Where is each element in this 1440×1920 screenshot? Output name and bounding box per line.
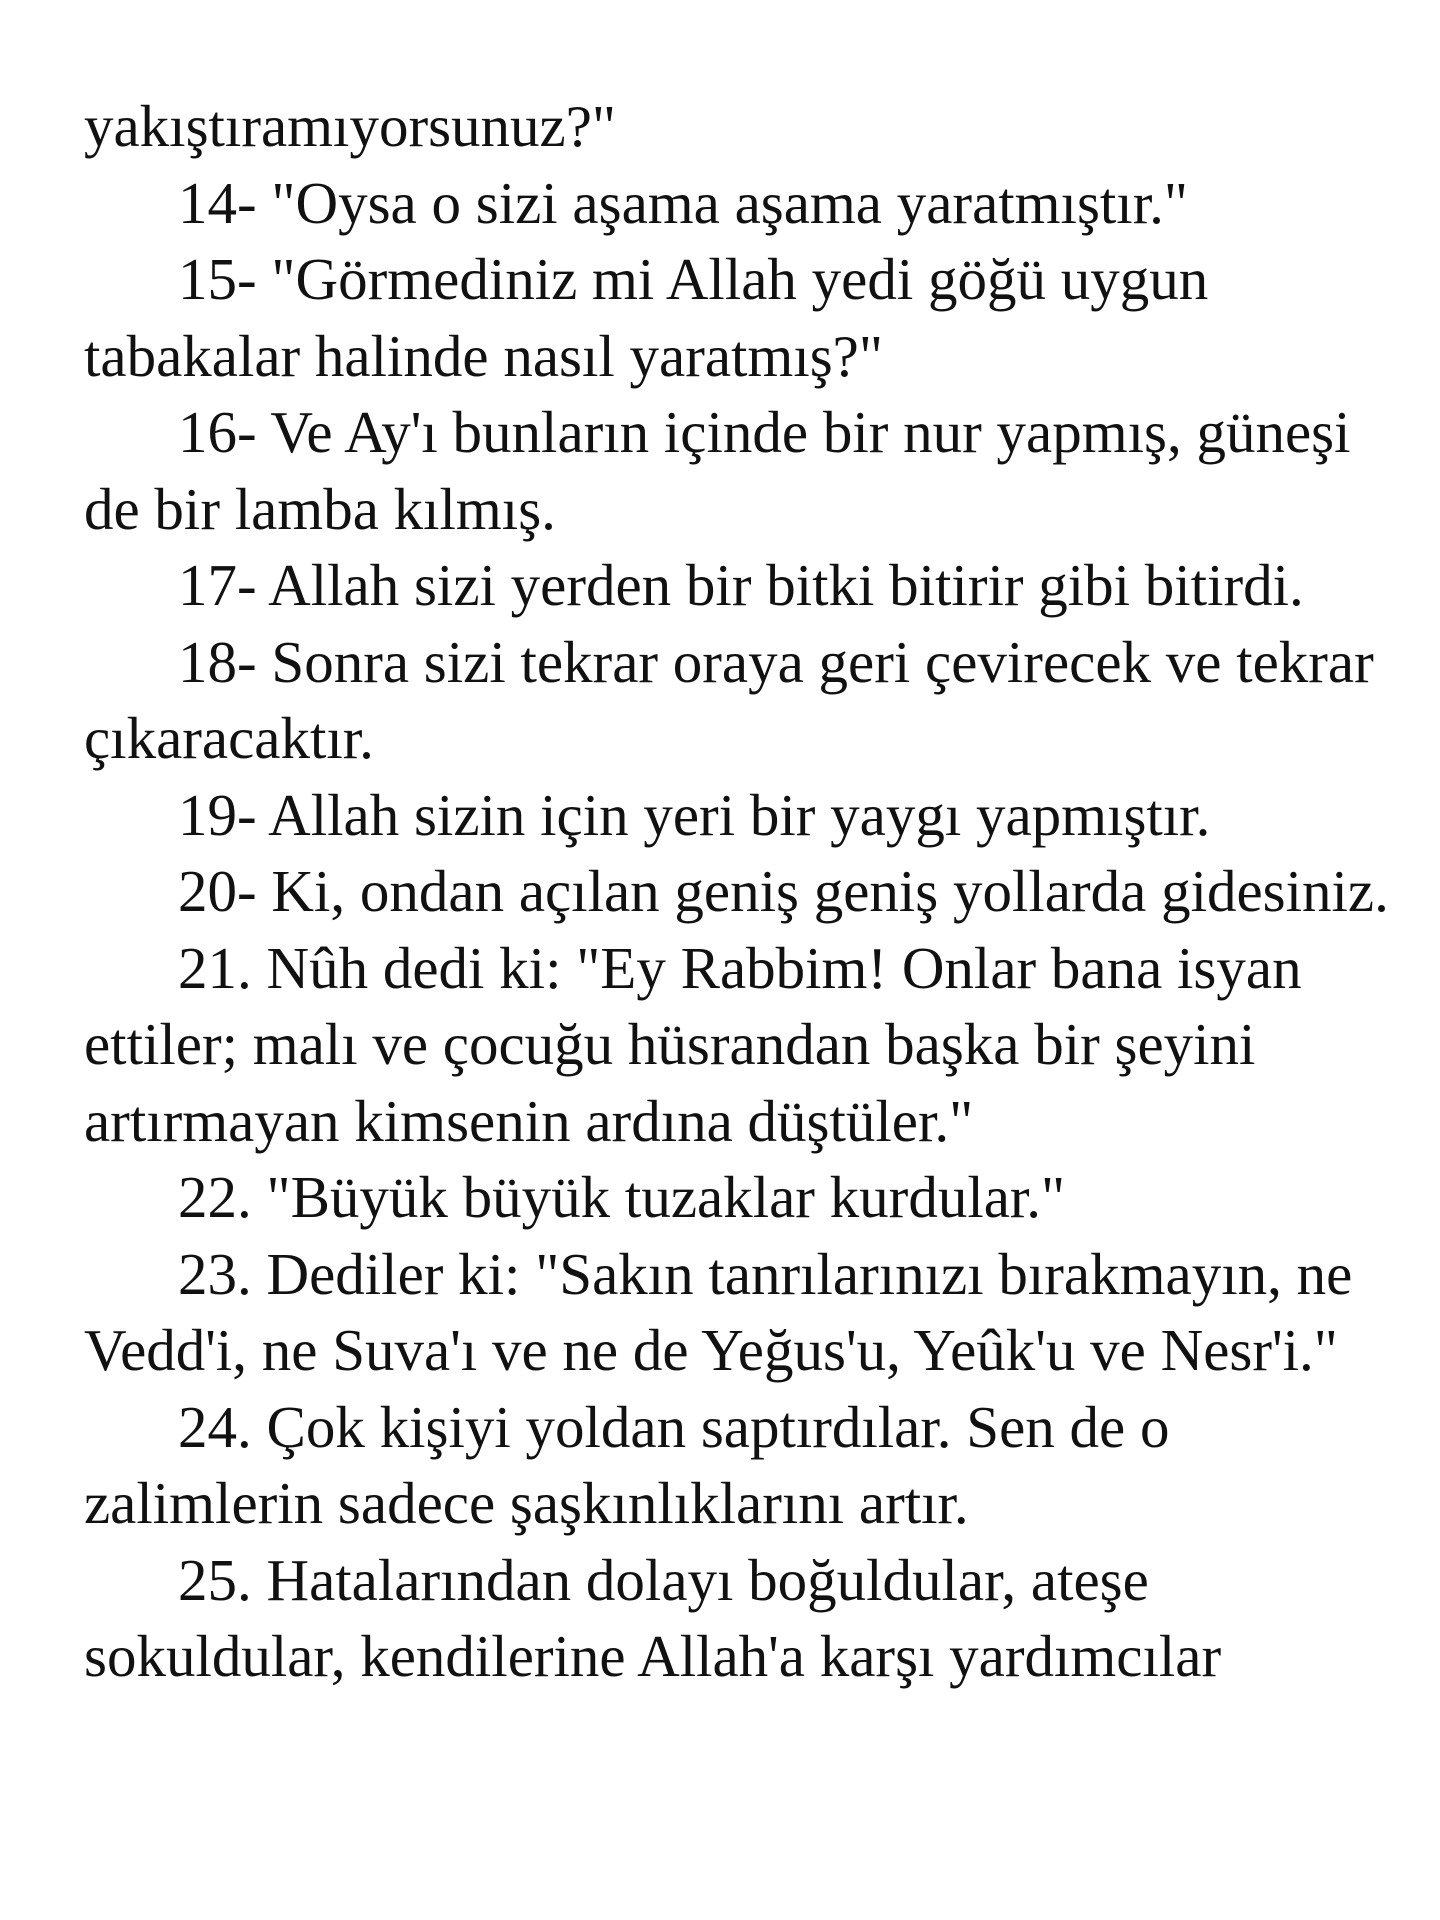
verse-21: 21. Nûh dedi ki: "Ey Rabbim! Onlar bana isyan ettiler; malı ve çocuğu hüsrandan başka bir şeyini artırmayan kimsenin ardına düştüler." bbox=[84, 934, 1302, 1154]
verse-22: 22. "Büyük büyük tuzaklar kurdular." bbox=[178, 1164, 1066, 1230]
verse-25: 25. Hatalarından dolayı boğuldular, ateşe sokuldular, kendilerine Allah'a karşı yardımcılar bbox=[84, 1546, 1222, 1689]
verse-16: 16- Ve Ay'ı bunların içinde bir nur yapmış, güneşi de bir lamba kılmış. bbox=[84, 399, 1351, 542]
verse-17: 17- Allah sizi yerden bir bitki bitirir gibi bitirdi. bbox=[178, 552, 1304, 618]
document-page bbox=[84, 88, 1404, 1695]
verse-23: 23. Dediler ki: "Sakın tanrılarınızı bırakmayın, ne Vedd'i, ne Suva'ı ve ne de Yeğus'u, Yeûk'u ve Nesr'i." bbox=[84, 1240, 1353, 1383]
verse-15: 15- "Görmediniz mi Allah yedi göğü uygun tabakalar halinde nasıl yaratmış?" bbox=[84, 246, 1209, 389]
verse-19: 19- Allah sizin için yeri bir yaygı yapmıştır. bbox=[178, 781, 1211, 848]
verse-20: 20- Ki, ondan açılan geniş geniş yollarda gidesiniz. bbox=[178, 858, 1389, 924]
verse-24: 24. Çok kişiyi yoldan saptırdılar. Sen de o zalimlerin sadece şaşkınlıklarını artır. bbox=[84, 1393, 1170, 1536]
verse-18: 18- Sonra sizi tekrar oraya geri çevirecek ve tekrar çıkaracaktır. bbox=[84, 628, 1374, 771]
verse-14: 14- "Oysa o sizi aşama aşama yaratmıştır." bbox=[178, 169, 1188, 236]
paragraph-continuation: yakıştıramıyorsunuz?" bbox=[84, 93, 617, 159]
